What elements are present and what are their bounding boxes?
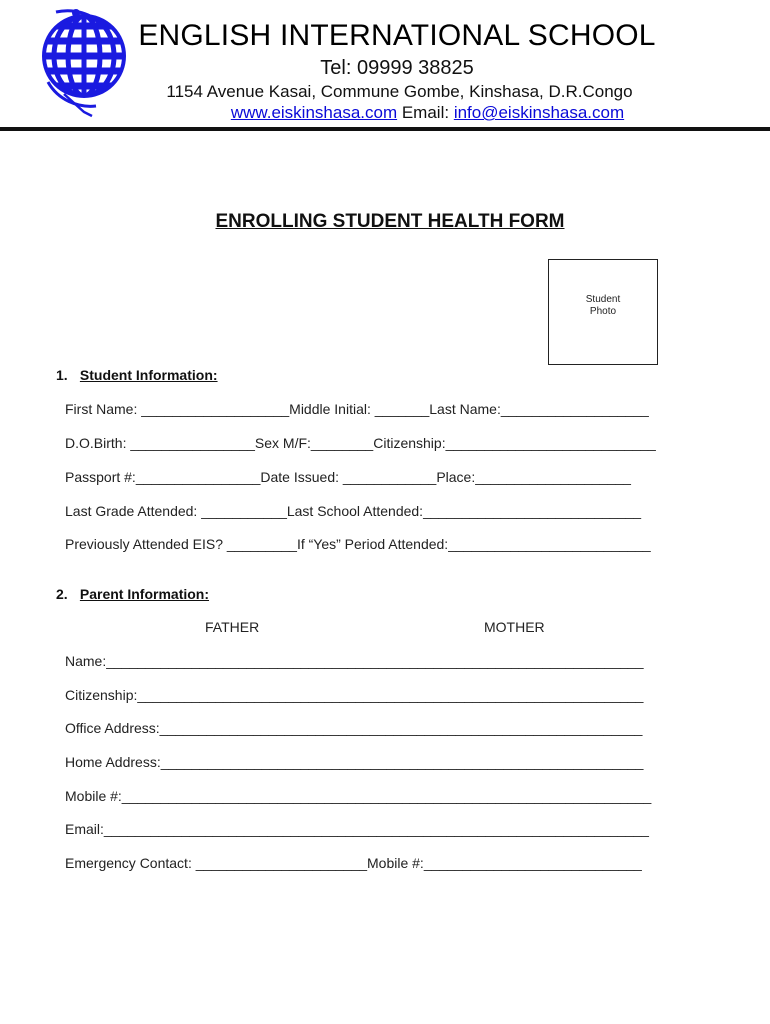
student-birth-line[interactable]: D.O.Birth: ________________Sex M/F:________Citizenship:___________________________ bbox=[65, 435, 656, 451]
parent-name-line[interactable]: Name:_____________________________________________________________________ bbox=[65, 653, 644, 669]
parent-citizenship-line[interactable]: Citizenship:_________________________________________________________________ bbox=[65, 687, 644, 703]
section-parent-information-heading bbox=[56, 586, 209, 602]
photo-label bbox=[549, 294, 657, 318]
section-student-information-heading bbox=[56, 367, 218, 383]
form-title: ENROLLING STUDENT HEALTH FORM bbox=[215, 211, 565, 232]
student-last-school-line[interactable]: Last Grade Attended: ___________Last School Attended:____________________________ bbox=[65, 503, 642, 519]
email-link[interactable]: info@eiskinshasa.com bbox=[453, 103, 625, 122]
school-telephone: Tel: 09999 38825 bbox=[320, 57, 474, 79]
section-title: Student Information: bbox=[79, 367, 218, 383]
section-number: 1. bbox=[56, 367, 68, 383]
section-title: Parent Information: bbox=[79, 586, 210, 602]
parent-office-address-line[interactable]: Office Address:______________________________________________________________ bbox=[65, 720, 643, 736]
photo-label-line-2: Photo bbox=[589, 306, 617, 317]
parent-home-address-line[interactable]: Home Address:______________________________________________________________ bbox=[65, 754, 644, 770]
student-name-line[interactable]: First Name: ___________________Middle Initial: _______Last Name:___________________ bbox=[65, 401, 649, 417]
emergency-contact-line[interactable]: Emergency Contact: ______________________Mobile #:____________________________ bbox=[65, 855, 642, 871]
parent-mobile-line[interactable]: Mobile #:____________________________________________________________________ bbox=[65, 788, 652, 804]
student-photo-box bbox=[548, 259, 658, 365]
section-number: 2. bbox=[56, 586, 68, 602]
contact-line bbox=[150, 103, 705, 123]
website-link[interactable]: www.eiskinshasa.com bbox=[230, 103, 398, 122]
father-column-heading: FATHER bbox=[205, 619, 260, 635]
parent-email-line[interactable]: Email:______________________________________________________________________ bbox=[65, 821, 649, 837]
school-address: 1154 Avenue Kasai, Commune Gombe, Kinshasa, D.R.Congo bbox=[166, 82, 633, 101]
school-globe-logo bbox=[34, 8, 134, 118]
photo-label-line-1: Student bbox=[585, 294, 621, 305]
school-name: ENGLISH INTERNATIONAL SCHOOL bbox=[138, 19, 656, 52]
header-divider bbox=[0, 127, 770, 131]
student-previous-eis-line[interactable]: Previously Attended EIS? _________If “Yes” Period Attended:__________________________ bbox=[65, 536, 651, 552]
mother-column-heading: MOTHER bbox=[484, 619, 545, 635]
email-label: Email: bbox=[401, 103, 450, 122]
student-passport-line[interactable]: Passport #:________________Date Issued: ____________Place:____________________ bbox=[65, 469, 631, 485]
